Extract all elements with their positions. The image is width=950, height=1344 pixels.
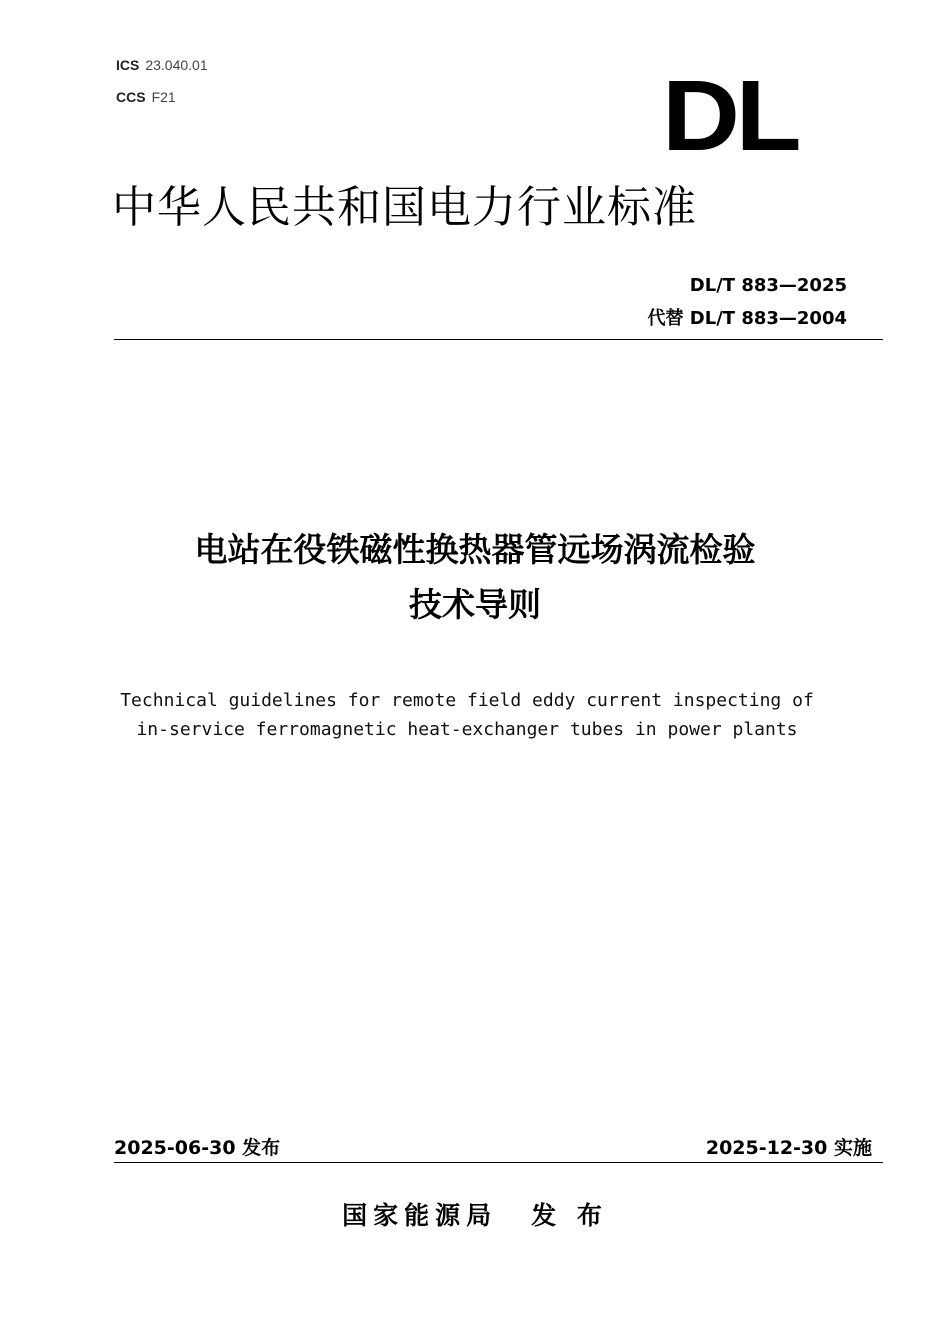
english-title-line-2: in-service ferromagnetic heat-exchanger tubes in power plants [136, 719, 798, 740]
replaced-standard: 代替 DL/T 883—2004 [647, 308, 847, 329]
issuer-action: 发 布 [531, 1201, 608, 1230]
header-divider [114, 339, 883, 340]
issuer-name: 国家能源局 [342, 1201, 498, 1230]
dl-logo: DL [662, 60, 798, 172]
ccs-code [116, 89, 176, 105]
ccs-label: CCS [116, 89, 146, 105]
publish-date: 2025-06-30 发布 [114, 1137, 281, 1159]
ics-label: ICS [116, 57, 140, 73]
ics-code [116, 57, 208, 73]
issuing-authority [0, 1196, 950, 1232]
document-title-line-2: 技术导则 [409, 585, 541, 624]
effective-date: 2025-12-30 实施 [705, 1137, 872, 1159]
ccs-value: F21 [151, 89, 176, 105]
national-standard-title: 中华人民共和国电力行业标准 [112, 182, 697, 233]
standard-number: DL/T 883—2025 [689, 275, 847, 296]
ics-value: 23.040.01 [145, 57, 208, 73]
footer-divider [114, 1162, 883, 1163]
english-title-line-1: Technical guidelines for remote field eddy current inspecting of [120, 690, 814, 711]
document-title-line-1: 电站在役铁磁性换热器管远场涡流检验 [194, 530, 756, 569]
